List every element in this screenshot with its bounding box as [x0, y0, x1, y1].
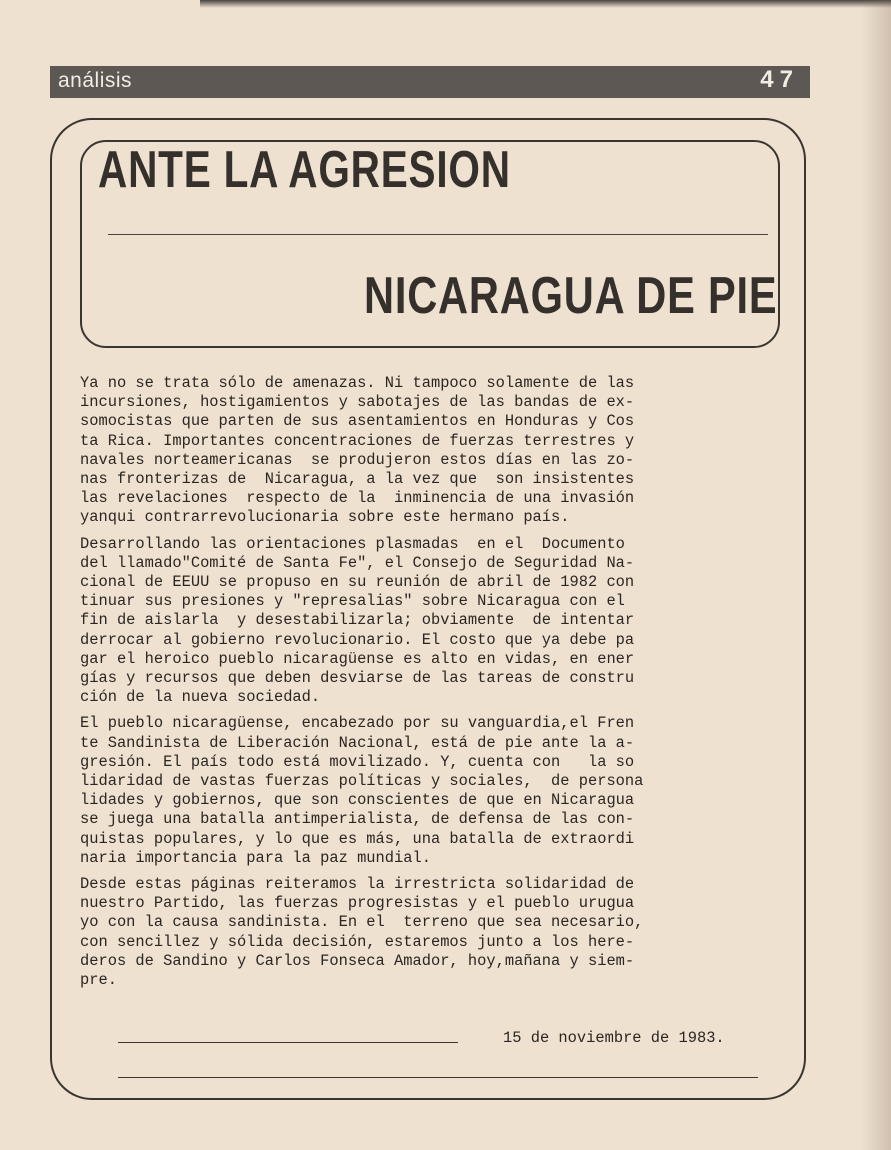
paragraph-2: Desarrollando las orientaciones plasmadas en el Documento del llamado"Comité de Santa Fe", el Consejo de Seguridad Na- cional de EEUU se propuso en su reunión de abril de 1982 con tinuar sus presiones y "represalias" sobre Nicaragua con el fin de aislarla y desestabilizarla; obviamente de intentar derrocar al gobierno revolucionario. El costo que ya debe pa gar el heroico pueblo nicaragüense es alto en vidas, en ener gías y recursos que deben desviarse de las tareas de constru ción de la nueva sociedad. — [80, 534, 635, 707]
article-title-line-2: NICARAGUA DE PIE — [364, 267, 778, 325]
paragraph-1: Ya no se trata sólo de amenazas. Ni tampoco solamente de las incursiones, hostigamientos y sabotajes de las bandas de ex- somocistas que parten de sus asentamientos en Honduras y Cos ta Rica. Importantes concentraciones de fuerzas terrestres y navales norteamericanas se produjeron estos días en las zo- nas fronterizas de Nicaragua, a la vez que son insistentes las revelaciones respecto de la inminencia de una invasión yanqui contrarrevolucionaria sobre este hermano país. — [80, 374, 635, 527]
paragraph-3: El pueblo nicaragüense, encabezado por su vanguardia,el Fren te Sandinista de Liberación Nacional, está de pie ante la a- gresión. El país todo está movilizado. Y, cuenta con la so lidaridad de vastas fuerzas políticas y sociales, de persona lidades y gobiernos, que son conscientes de que en Nicaragua se juega una batalla antimperialista, de defensa de las con- quistas populares, y lo que es más, una batalla de extraordi naria importancia para la paz mundial. — [80, 714, 644, 867]
section-header-bar — [50, 66, 810, 98]
article-title-line-1: ANTE LA AGRESION — [98, 141, 511, 199]
article-body — [80, 374, 786, 997]
page-number: 47 — [760, 66, 799, 93]
page-edge-shadow — [861, 0, 891, 1150]
paragraph-4: Desde estas páginas reiteramos la irrestricta solidaridad de nuestro Partido, las fuerzas progresistas y el pueblo urugua yo con la causa sandinista. En el terreno que sea necesario, con sencillez y sólida decisión, estaremos junto a los here- deros de Sandino y Carlos Fonseca Amador, hoy,mañana y siem- pre. — [80, 875, 644, 990]
signature-rule — [118, 1042, 458, 1043]
article-date: 15 de noviembre de 1983. — [503, 1029, 725, 1047]
page-top-shadow — [200, 0, 891, 8]
title-divider — [108, 234, 768, 235]
section-label: análisis — [58, 69, 133, 92]
closing-rule — [118, 1077, 758, 1078]
